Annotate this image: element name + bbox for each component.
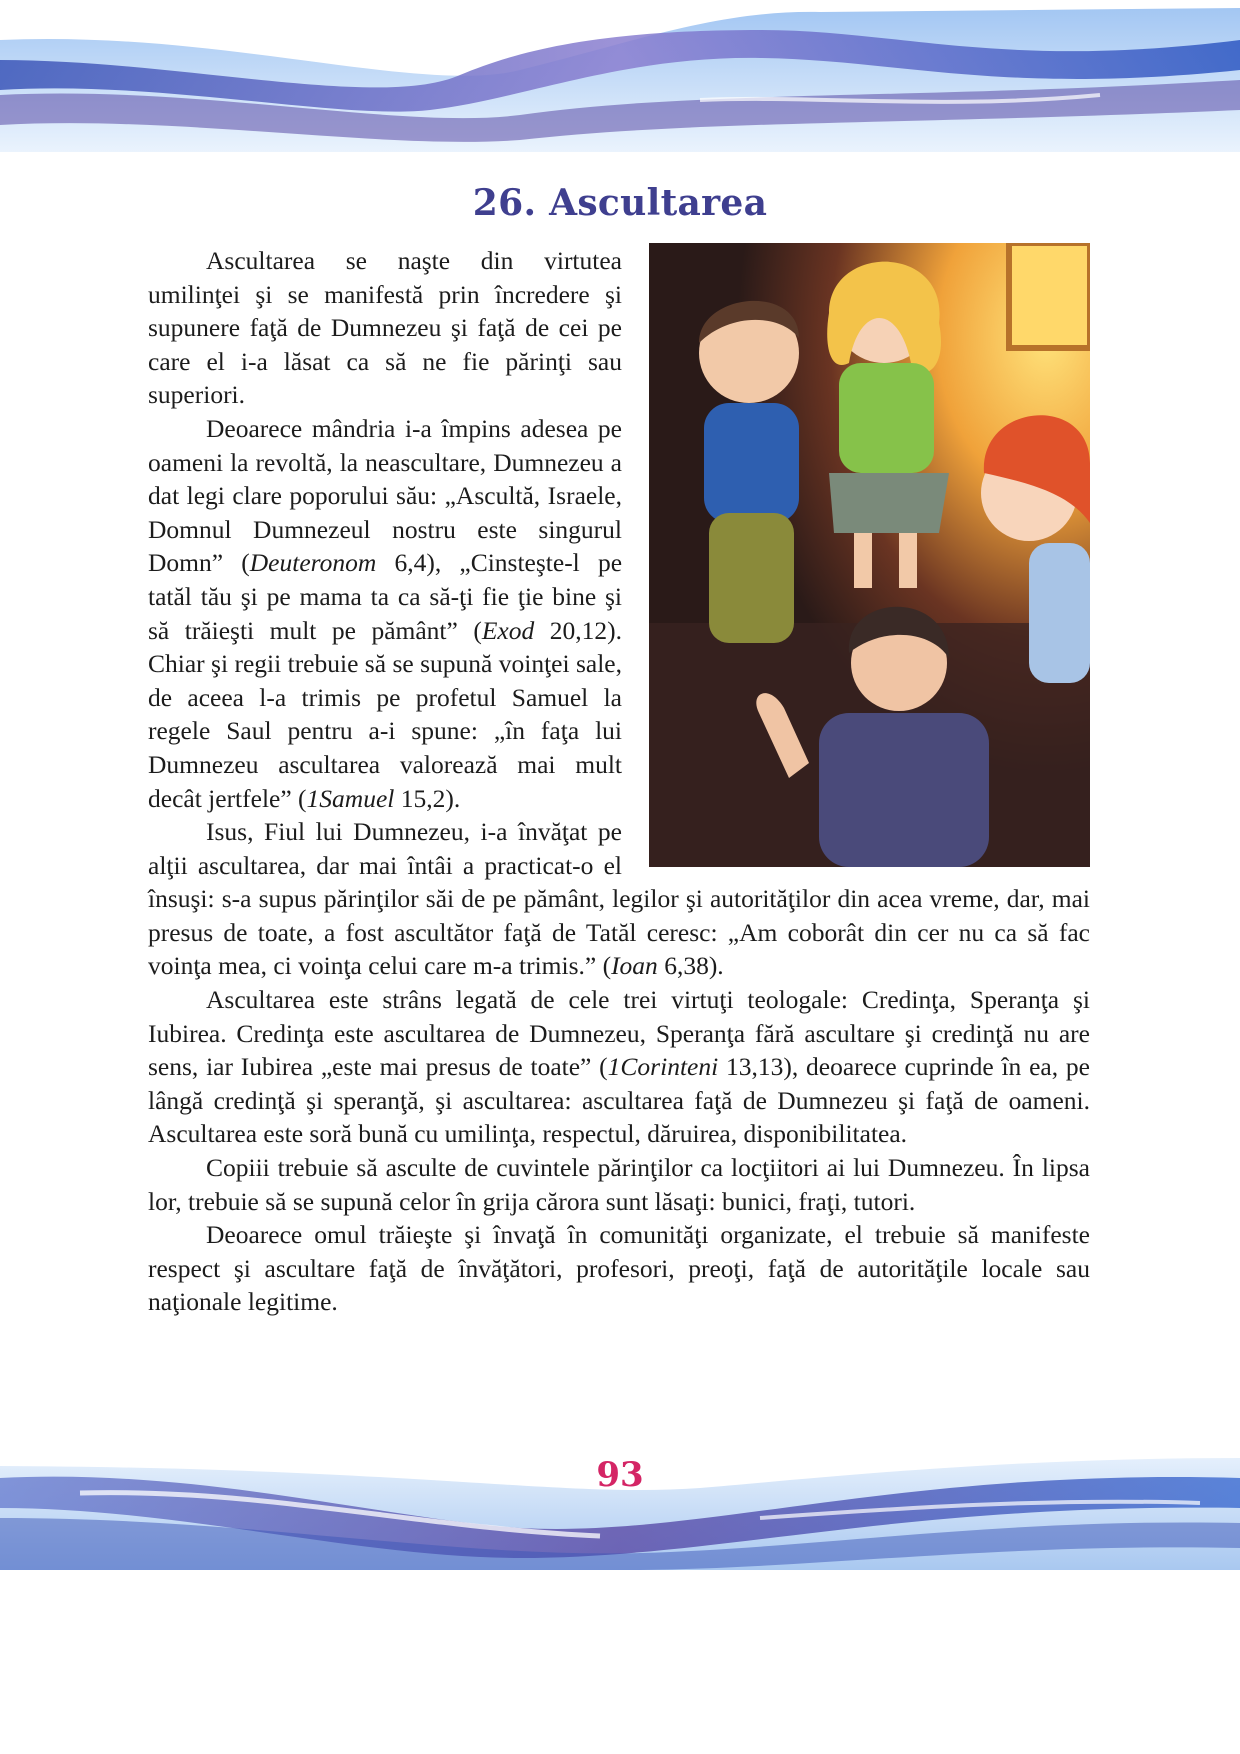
paragraph-4-text-b: 13,13), deoarece cuprinde în ea, pe lângă credinţă şi speranţă, şi ascultarea: ascultarea faţă de Dumnezeu şi faţă de oameni. Ascultarea este soră bună cu umilinţa, respectul, dăruirea, disponibilitatea. <box>148 1052 1090 1149</box>
page-title: 26. Ascultarea <box>472 182 768 225</box>
paragraph-2-text-d: 15,2). <box>394 783 461 813</box>
paragraph-4-text-a: Ascultarea este strâns legată de cele trei virtuţi teologale: Credinţa, Speranţa şi Iubirea. Credinţa este ascultarea de Dumnezeu, Speranţa fără ascultare şi credinţă nu are sens, iar Iubirea „este mai presus de toate” ( <box>148 985 1090 1082</box>
page-number: 93 <box>596 1455 644 1495</box>
paragraph-3-text-a: Isus, Fiul lui Dumnezeu, i-a învăţat pe alţii ascultarea, dar mai întâi a practicat-o el însuşi: s-a supus părinţilor săi de pe pământ, legilor şi autorităţilor din acea vreme, dar, mai presus de toate, a fost ascultător faţă de Tatăl ceresc: „Am coborât din cer nu ca să fac voinţa mea, ci voinţa celui care m-a trimis.” ( <box>148 817 1090 981</box>
reference-1samuel: 1Samuel <box>306 783 395 813</box>
reference-exod: Exod <box>481 615 535 645</box>
paragraph-1-text: Ascultarea se naşte din virtutea umilinţei şi se manifestă prin încredere şi supunere faţă de Dumnezeu şi faţă de cei pe care el i-a lăsat ca să ne fie părinţi sau superiori. <box>148 246 622 410</box>
paragraph-5 <box>148 1151 1090 1218</box>
paragraph-2-text-b: 6,4), „Cinsteşte-l pe tatăl tău şi pe mama ta ca să-ţi fie ţie bine şi să trăieşti mult pe pământ” ( <box>148 548 623 645</box>
paragraph-2-text-c: 20,12). Chiar şi regii trebuie să se supună voinţei sale, de aceea l-a trimis pe profetul Samuel la regele Saul pentru a-i spune: „în faţa lui Dumnezeu ascultarea valorează mai mult decât jertfele” ( <box>148 615 622 813</box>
illustration-spacer <box>622 244 1090 862</box>
top-wave-banner <box>0 0 1240 152</box>
paragraph-6 <box>148 1218 1090 1319</box>
paragraph-4 <box>148 983 1090 1151</box>
article-body <box>148 244 1090 1319</box>
reference-1corinteni: 1Corinteni <box>607 1052 719 1082</box>
paragraph-5-text: Copiii trebuie să asculte de cuvintele părinţilor ca locţiitori ai lui Dumnezeu. În lipsa lor, trebuie să se supună celor în grija cărora sunt lăsaţi: bunici, fraţi, tutori. <box>148 1153 1090 1216</box>
paragraph-6-text: Deoarece omul trăieşte şi învaţă în comunităţi organizate, el trebuie să manifeste respect şi ascultare faţă de învăţători, profesori, preoţi, faţă de autorităţile locale sau naţionale legitime. <box>148 1220 1090 1317</box>
paragraph-3-text-b: 6,38). <box>657 951 724 981</box>
reference-deuteronom: Deuteronom <box>249 548 377 578</box>
reference-ioan: Ioan <box>611 951 658 981</box>
paragraph-2-text-a: Deoarece mândria i-a împins adesea pe oameni la revoltă, la neascultare, Dumnezeu a dat legi clare poporului său: „Ascultă, Israele, Domnul Dumnezeul nostru este singurul Domn” ( <box>148 413 622 578</box>
